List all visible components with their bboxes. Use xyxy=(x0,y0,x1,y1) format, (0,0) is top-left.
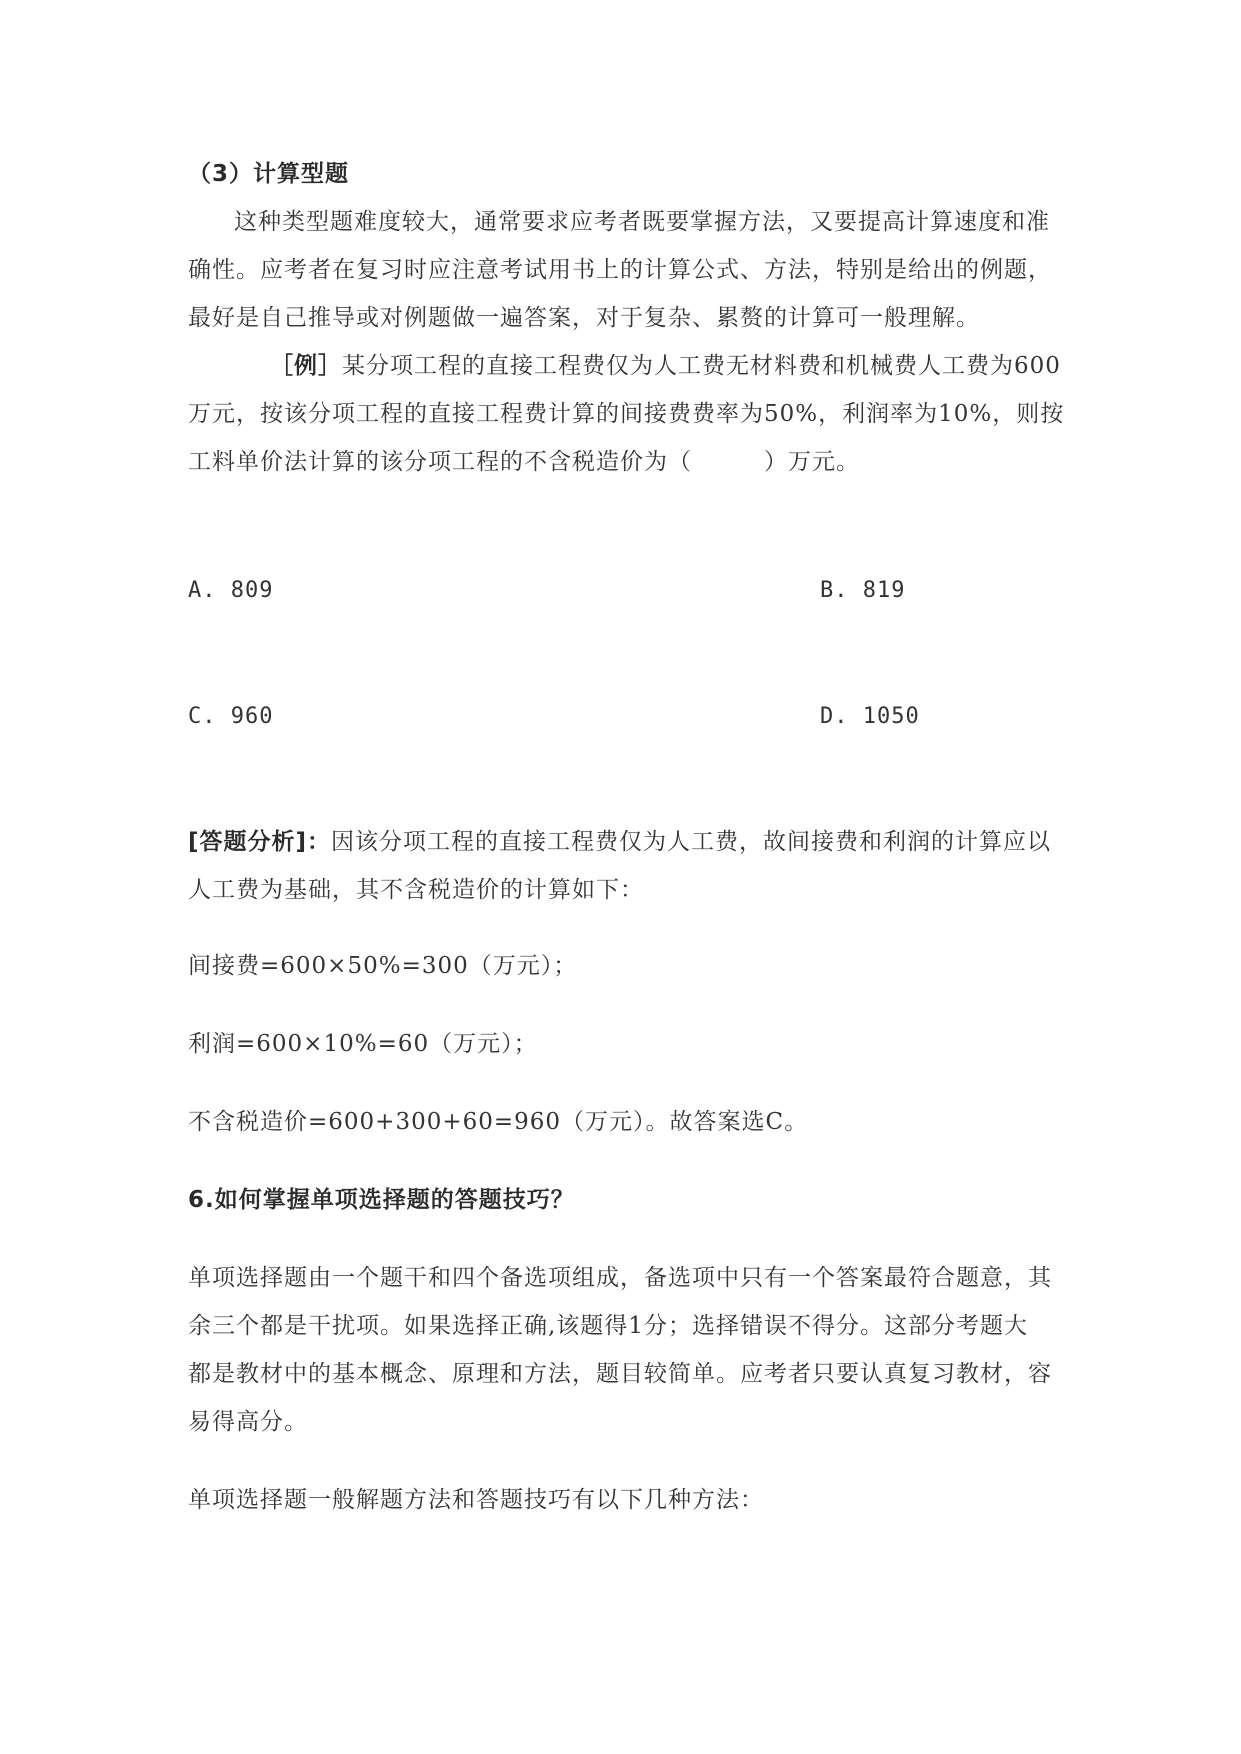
example-line-3: 工料单价法计算的该分项工程的不含税造价为（ ）万元。 xyxy=(188,449,860,475)
para6-line-1: 单项选择题由一个题干和四个备选项组成，备选项中只有一个答案最符合题意，其 xyxy=(188,1265,1052,1291)
para7: 单项选择题一般解题方法和答题技巧有以下几种方法： xyxy=(188,1487,764,1513)
intro-line-2: 确性。应考者在复习时应注意考试用书上的计算公式、方法，特别是给出的例题， xyxy=(188,257,1052,283)
option-d: D. 1050 xyxy=(820,704,920,729)
example-text-1: 某分项工程的直接工程费仅为人工费无材料费和机械费人工费为600 xyxy=(342,353,1061,379)
intro-line-3: 最好是自己推导或对例题做一遍答案，对于复杂、累赘的计算可一般理解。 xyxy=(188,305,980,331)
option-c: C. 960 xyxy=(188,704,274,729)
analysis-line-2: 人工费为基础，其不含税造价的计算如下： xyxy=(188,877,644,903)
analysis-text-1: 因该分项工程的直接工程费仅为人工费，故间接费和利润的计算应以 xyxy=(331,829,1052,855)
para6-line-4: 易得高分。 xyxy=(188,1409,308,1435)
option-b: B. 819 xyxy=(820,578,906,603)
example-line-2: 万元，按该分项工程的直接工程费计算的间接费费率为50%，利润率为10%，则按 xyxy=(188,401,1065,427)
section-title: （3）计算型题 xyxy=(188,161,350,187)
para6-line-3: 都是教材中的基本概念、原理和方法，题目较简单。应考者只要认真复习教材，容 xyxy=(188,1361,1052,1387)
calc-profit: 利润=600×10%=60（万元）； xyxy=(188,1031,538,1057)
example-tag: ［例］ xyxy=(270,353,342,379)
calc-total: 不含税造价=600+300+60=960（万元）。故答案选C。 xyxy=(188,1109,809,1135)
intro-line-1: 这种类型题难度较大，通常要求应考者既要掌握方法，又要提高计算速度和准 xyxy=(234,209,1050,235)
analysis-line-1 xyxy=(188,826,1051,858)
heading-6: 6.如何掌握单项选择题的答题技巧？ xyxy=(188,1187,575,1213)
calc-indirect-fee: 间接费=600×50%=300（万元）； xyxy=(188,953,578,979)
example-line-1 xyxy=(270,350,1061,382)
option-a: A. 809 xyxy=(188,578,274,603)
analysis-tag: [答题分析]： xyxy=(188,829,332,855)
para6-line-2: 余三个都是干扰项。如果选择正确,该题得1分；选择错误不得分。这部分考题大 xyxy=(188,1313,1028,1339)
